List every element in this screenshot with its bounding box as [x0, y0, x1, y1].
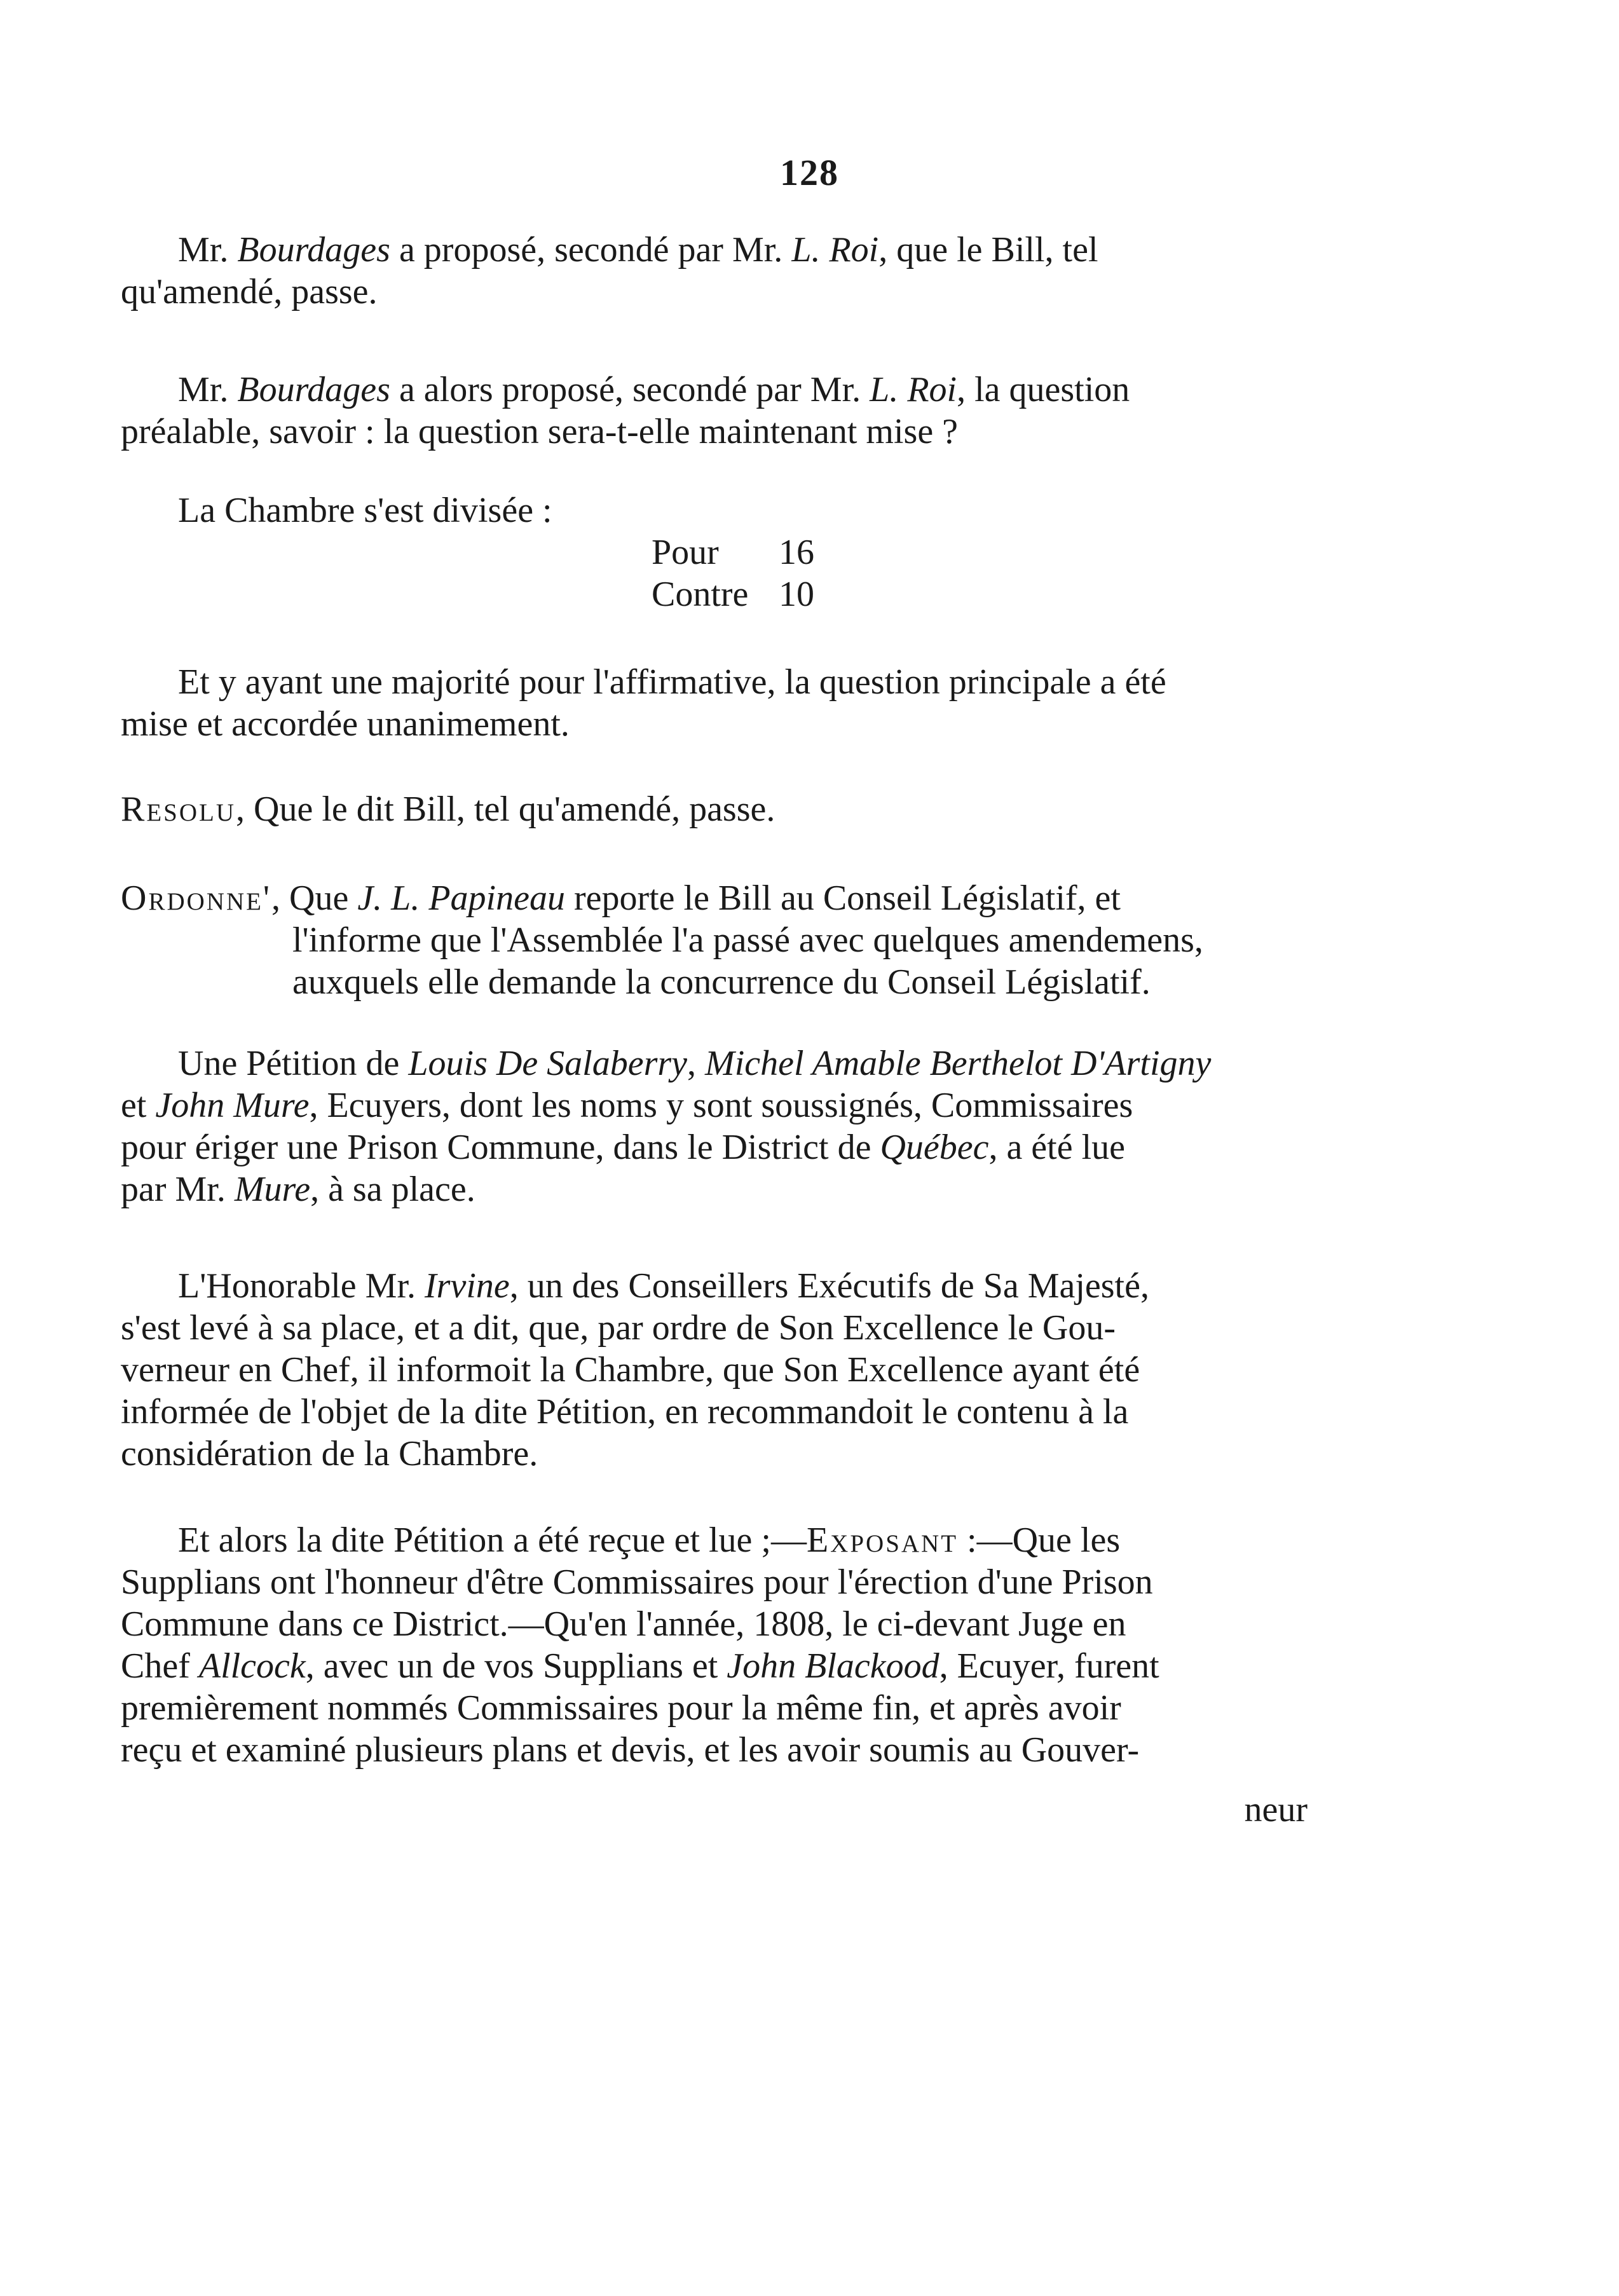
paragraph-exposant: [121, 1519, 1357, 1771]
paragraph-majority: [121, 661, 1357, 745]
text-line: verneur en Chef, il informoit la Chambre, que Son Excellence ayant été: [121, 1350, 1140, 1390]
text-line: Resolu, Que le dit Bill, tel qu'amendé, passe.: [121, 789, 775, 829]
text-line: préalable, savoir : la question sera-t-elle maintenant mise ?: [121, 412, 959, 451]
text-line: considération de la Chambre.: [121, 1434, 538, 1473]
paragraph-bill-motion: [121, 229, 1357, 313]
page-number: 128: [780, 152, 839, 193]
text-line: l'informe que l'Assemblée l'a passé avec quelques amendemens,: [292, 920, 1203, 960]
text-line: informée de l'objet de la dite Pétition, en recommandoit le contenu à la: [121, 1392, 1129, 1432]
paragraph-previous-question: [121, 369, 1357, 453]
text-line: Chef Allcock, avec un de vos Supplians et John Blackood, Ecuyer, furent: [121, 1646, 1159, 1686]
text-line: Commune dans ce District.—Qu'en l'année, 1808, le ci-devant Juge en: [121, 1604, 1126, 1644]
text-line: La Chambre s'est divisée :: [178, 491, 552, 530]
text-line: Et y ayant une majorité pour l'affirmative, la question principale a été: [178, 662, 1166, 702]
text-line: s'est levé à sa place, et a dit, que, par ordre de Son Excellence le Gou-: [121, 1308, 1116, 1348]
paragraph-resolu: [121, 788, 1357, 830]
text-line: Une Pétition de Louis De Salaberry, Michel Amable Berthelot D'Artigny: [178, 1044, 1212, 1083]
text-line: reçu et examiné plusieurs plans et devis, et les avoir soumis au Gouver-: [121, 1730, 1140, 1770]
paragraph-ordonne: [121, 877, 1357, 1003]
text-line: Et alors la dite Pétition a été reçue et lue ;—Exposant :—Que les: [178, 1520, 1121, 1560]
text-line: Ordonne', Que J. L. Papineau reporte le Bill au Conseil Législatif, et: [121, 878, 1121, 918]
vote-pour: Pour 16: [652, 533, 814, 572]
text-line: qu'amendé, passe.: [121, 272, 378, 311]
text-line: auxquels elle demande la concurrence du Conseil Législatif.: [292, 962, 1151, 1002]
text-line: Supplians ont l'honneur d'être Commissaires pour l'érection d'une Prison: [121, 1562, 1153, 1602]
text-line: premièrement nommés Commissaires pour la même fin, et après avoir: [121, 1688, 1121, 1728]
paragraph-division: [121, 489, 1357, 615]
text-line: L'Honorable Mr. Irvine, un des Conseillers Exécutifs de Sa Majesté,: [178, 1266, 1149, 1306]
text-line: mise et accordée unanimement.: [121, 704, 570, 744]
paragraph-petition: [121, 1042, 1357, 1210]
text-line: par Mr. Mure, à sa place.: [121, 1170, 475, 1209]
text-line: Mr. Bourdages a proposé, secondé par Mr. L. Roi, que le Bill, tel: [178, 230, 1098, 270]
text-line: Mr. Bourdages a alors proposé, secondé par Mr. L. Roi, la question: [178, 370, 1130, 409]
text-line: et John Mure, Ecuyers, dont les noms y sont soussignés, Commissaires: [121, 1086, 1133, 1125]
vote-contre: Contre 10: [652, 575, 814, 614]
paragraph-irvine: [121, 1265, 1357, 1475]
catchword: neur: [1244, 1790, 1308, 1829]
text-line: pour ériger une Prison Commune, dans le District de Québec, a été lue: [121, 1128, 1125, 1167]
